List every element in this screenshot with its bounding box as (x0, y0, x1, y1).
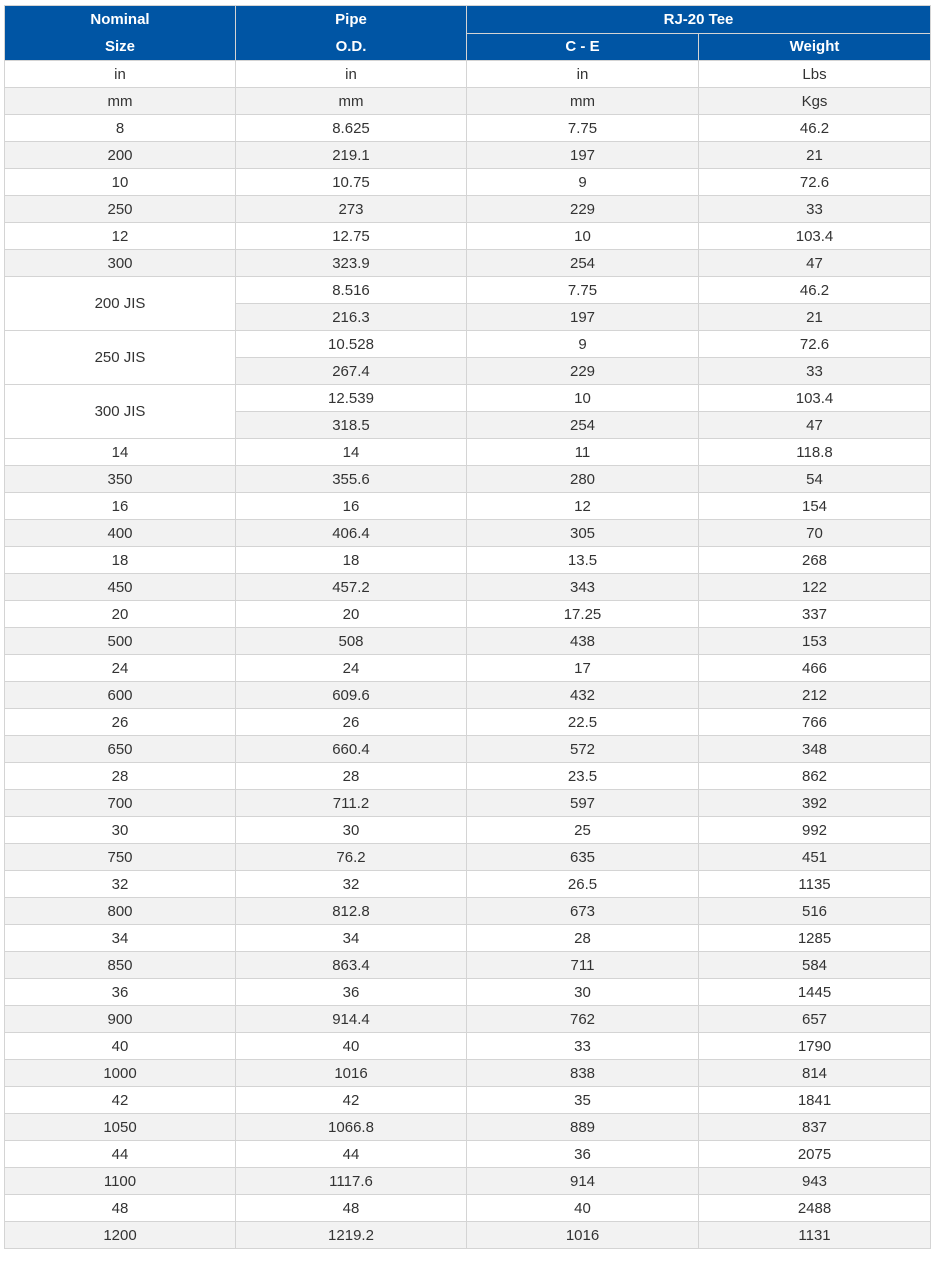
table-cell: 889 (467, 1114, 699, 1141)
table-cell: mm (236, 88, 467, 115)
table-cell: 254 (467, 250, 699, 277)
table-cell: 212 (699, 682, 931, 709)
table-cell: 700 (5, 790, 236, 817)
od-label: O.D. (335, 38, 367, 55)
table-cell: 32 (5, 871, 236, 898)
table-cell: 1100 (5, 1168, 236, 1195)
table-cell: 14 (236, 439, 467, 466)
table-cell: 32 (236, 871, 467, 898)
table-header (5, 6, 931, 61)
table-cell: 814 (699, 1060, 931, 1087)
table-cell: 12 (5, 223, 236, 250)
table-cell: 46.2 (699, 277, 931, 304)
table-cell: 250 (5, 196, 236, 223)
table-row (5, 844, 931, 871)
table-cell: mm (467, 88, 699, 115)
table-cell: 500 (5, 628, 236, 655)
table-cell: 54 (699, 466, 931, 493)
table-cell: 20 (236, 601, 467, 628)
table-cell: 337 (699, 601, 931, 628)
table-cell: 343 (467, 574, 699, 601)
table-row (5, 574, 931, 601)
table-cell: 750 (5, 844, 236, 871)
table-cell: 900 (5, 1006, 236, 1033)
table-row (5, 142, 931, 169)
table-cell: 28 (467, 925, 699, 952)
table-cell: 26 (236, 709, 467, 736)
table-cell: 18 (5, 547, 236, 574)
table-cell: 21 (699, 304, 931, 331)
table-cell: 22.5 (467, 709, 699, 736)
table-cell: 33 (699, 358, 931, 385)
table-row (5, 385, 931, 412)
table-cell: 1200 (5, 1222, 236, 1249)
table-cell: 216.3 (236, 304, 467, 331)
table-row (5, 1222, 931, 1249)
table-row (5, 925, 931, 952)
table-cell: 2488 (699, 1195, 931, 1222)
units-row-metric (5, 88, 931, 115)
table-cell: 44 (5, 1141, 236, 1168)
table-cell: 7.75 (467, 115, 699, 142)
table-cell: 584 (699, 952, 931, 979)
table-cell: 10.75 (236, 169, 467, 196)
table-cell: 8.625 (236, 115, 467, 142)
table-cell: 355.6 (236, 466, 467, 493)
table-cell: 197 (467, 304, 699, 331)
table-cell: 711.2 (236, 790, 467, 817)
table-row (5, 628, 931, 655)
table-cell: 863.4 (236, 952, 467, 979)
table-cell: 36 (236, 979, 467, 1006)
table-cell: 219.1 (236, 142, 467, 169)
table-row (5, 169, 931, 196)
table-cell: 34 (5, 925, 236, 952)
table-cell: 992 (699, 817, 931, 844)
table-cell: 280 (467, 466, 699, 493)
table-cell: 862 (699, 763, 931, 790)
pipe-label: Pipe (335, 11, 367, 28)
table-cell: 40 (236, 1033, 467, 1060)
table-cell: 305 (467, 520, 699, 547)
table-cell: 103.4 (699, 385, 931, 412)
table-cell: 42 (236, 1087, 467, 1114)
table-row (5, 196, 931, 223)
table-body (5, 61, 931, 1249)
table-cell: 609.6 (236, 682, 467, 709)
table-cell: 800 (5, 898, 236, 925)
table-cell: 2075 (699, 1141, 931, 1168)
table-cell: 24 (236, 655, 467, 682)
table-cell: 48 (5, 1195, 236, 1222)
table-cell: 18 (236, 547, 467, 574)
weight-header: Weight (699, 33, 931, 61)
table-cell: 635 (467, 844, 699, 871)
table-cell: 600 (5, 682, 236, 709)
table-cell: 657 (699, 1006, 931, 1033)
table-cell: 76.2 (236, 844, 467, 871)
table-cell: 30 (467, 979, 699, 1006)
table-cell: 438 (467, 628, 699, 655)
table-cell: 838 (467, 1060, 699, 1087)
table-cell: 20 (5, 601, 236, 628)
table-cell: 26.5 (467, 871, 699, 898)
table-cell: 432 (467, 682, 699, 709)
table-cell: 154 (699, 493, 931, 520)
table-cell: 1117.6 (236, 1168, 467, 1195)
table-cell: 837 (699, 1114, 931, 1141)
table-cell: 300 (5, 250, 236, 277)
table-cell: 44 (236, 1141, 467, 1168)
table-cell: 1131 (699, 1222, 931, 1249)
table-cell: 457.2 (236, 574, 467, 601)
table-cell: 1000 (5, 1060, 236, 1087)
table-cell: 597 (467, 790, 699, 817)
table-row (5, 1033, 931, 1060)
table-row (5, 1195, 931, 1222)
table-cell: 26 (5, 709, 236, 736)
table-cell: 1285 (699, 925, 931, 952)
table-cell: 40 (5, 1033, 236, 1060)
table-row (5, 601, 931, 628)
table-cell: 812.8 (236, 898, 467, 925)
table-cell: 348 (699, 736, 931, 763)
table-cell: 36 (5, 979, 236, 1006)
table-cell: 711 (467, 952, 699, 979)
table-cell: Kgs (699, 88, 931, 115)
table-row (5, 736, 931, 763)
table-cell: 72.6 (699, 331, 931, 358)
table-row (5, 115, 931, 142)
table-row (5, 682, 931, 709)
table-cell: 1016 (236, 1060, 467, 1087)
table-cell: 33 (467, 1033, 699, 1060)
table-cell: 650 (5, 736, 236, 763)
ce-header: C - E (467, 33, 699, 61)
nominal-label: Nominal (90, 11, 150, 28)
table-cell: 466 (699, 655, 931, 682)
table-row (5, 898, 931, 925)
table-cell: 12 (467, 493, 699, 520)
table-cell: 46.2 (699, 115, 931, 142)
table-cell: 40 (467, 1195, 699, 1222)
table-cell: 850 (5, 952, 236, 979)
table-cell: 10 (467, 223, 699, 250)
table-cell: 10 (5, 169, 236, 196)
table-cell: 12.539 (236, 385, 467, 412)
table-cell: 103.4 (699, 223, 931, 250)
table-row (5, 952, 931, 979)
table-cell: 36 (467, 1141, 699, 1168)
table-cell: 1841 (699, 1087, 931, 1114)
table-cell: 450 (5, 574, 236, 601)
table-cell: 47 (699, 412, 931, 439)
table-row (5, 1168, 931, 1195)
table-row (5, 223, 931, 250)
table-cell: in (5, 61, 236, 88)
table-cell: 25 (467, 817, 699, 844)
table-cell: 1219.2 (236, 1222, 467, 1249)
table-row (5, 547, 931, 574)
table-cell: 12.75 (236, 223, 467, 250)
table-row (5, 871, 931, 898)
table-cell: 48 (236, 1195, 467, 1222)
table-row (5, 655, 931, 682)
table-cell: 673 (467, 898, 699, 925)
table-cell: 9 (467, 331, 699, 358)
table-cell: 660.4 (236, 736, 467, 763)
table-cell: 1135 (699, 871, 931, 898)
table-cell: in (467, 61, 699, 88)
table-cell: 914.4 (236, 1006, 467, 1033)
table-cell: 7.75 (467, 277, 699, 304)
table-cell: 943 (699, 1168, 931, 1195)
table-cell: 229 (467, 358, 699, 385)
table-cell: 118.8 (699, 439, 931, 466)
table-cell: 200 (5, 142, 236, 169)
jis-size-cell: 250 JIS (5, 331, 236, 385)
table-cell: 197 (467, 142, 699, 169)
jis-size-cell: 200 JIS (5, 277, 236, 331)
table-cell: 28 (236, 763, 467, 790)
table-row (5, 493, 931, 520)
table-cell: mm (5, 88, 236, 115)
table-cell: 1066.8 (236, 1114, 467, 1141)
table-cell: 267.4 (236, 358, 467, 385)
table-cell: 11 (467, 439, 699, 466)
table-cell: 10.528 (236, 331, 467, 358)
table-cell: 323.9 (236, 250, 467, 277)
table-cell: 24 (5, 655, 236, 682)
table-cell: 17.25 (467, 601, 699, 628)
units-row-imperial (5, 61, 931, 88)
table-row (5, 1114, 931, 1141)
table-row (5, 709, 931, 736)
table-row (5, 331, 931, 358)
table-cell: 14 (5, 439, 236, 466)
pipe-od-header (236, 6, 467, 61)
table-cell: 762 (467, 1006, 699, 1033)
table-cell: 273 (236, 196, 467, 223)
table-cell: 254 (467, 412, 699, 439)
table-cell: 28 (5, 763, 236, 790)
table-cell: 451 (699, 844, 931, 871)
table-cell: Lbs (699, 61, 931, 88)
table-cell: 35 (467, 1087, 699, 1114)
table-cell: 72.6 (699, 169, 931, 196)
table-cell: 766 (699, 709, 931, 736)
table-cell: 572 (467, 736, 699, 763)
table-cell: 153 (699, 628, 931, 655)
table-row (5, 1087, 931, 1114)
table-cell: 16 (5, 493, 236, 520)
table-cell: 268 (699, 547, 931, 574)
table-row (5, 520, 931, 547)
table-cell: 318.5 (236, 412, 467, 439)
table-cell: 23.5 (467, 763, 699, 790)
table-row (5, 277, 931, 304)
table-cell: in (236, 61, 467, 88)
table-cell: 122 (699, 574, 931, 601)
table-row (5, 790, 931, 817)
table-cell: 30 (236, 817, 467, 844)
table-cell: 229 (467, 196, 699, 223)
table-row (5, 763, 931, 790)
table-row (5, 1060, 931, 1087)
table-cell: 1050 (5, 1114, 236, 1141)
table-row (5, 1141, 931, 1168)
table-row (5, 817, 931, 844)
rj20-tee-header: RJ-20 Tee (467, 6, 931, 34)
rj20-tee-dimension-table (4, 5, 931, 1249)
table-row (5, 466, 931, 493)
table-cell: 33 (699, 196, 931, 223)
table-cell: 42 (5, 1087, 236, 1114)
table-row (5, 1006, 931, 1033)
table-cell: 1445 (699, 979, 931, 1006)
table-cell: 10 (467, 385, 699, 412)
table-row (5, 439, 931, 466)
table-cell: 17 (467, 655, 699, 682)
table-cell: 21 (699, 142, 931, 169)
table-cell: 400 (5, 520, 236, 547)
table-cell: 16 (236, 493, 467, 520)
table-cell: 516 (699, 898, 931, 925)
table-cell: 8 (5, 115, 236, 142)
table-cell: 34 (236, 925, 467, 952)
nominal-size-header (5, 6, 236, 61)
size-label: Size (104, 38, 135, 55)
table-row (5, 979, 931, 1006)
table-cell: 9 (467, 169, 699, 196)
jis-size-cell: 300 JIS (5, 385, 236, 439)
table-cell: 1790 (699, 1033, 931, 1060)
table-cell: 350 (5, 466, 236, 493)
table-cell: 508 (236, 628, 467, 655)
table-cell: 47 (699, 250, 931, 277)
table-cell: 30 (5, 817, 236, 844)
table-row (5, 250, 931, 277)
table-cell: 1016 (467, 1222, 699, 1249)
table-cell: 13.5 (467, 547, 699, 574)
table-cell: 70 (699, 520, 931, 547)
table-cell: 406.4 (236, 520, 467, 547)
table-cell: 392 (699, 790, 931, 817)
table-cell: 914 (467, 1168, 699, 1195)
table-cell: 8.516 (236, 277, 467, 304)
